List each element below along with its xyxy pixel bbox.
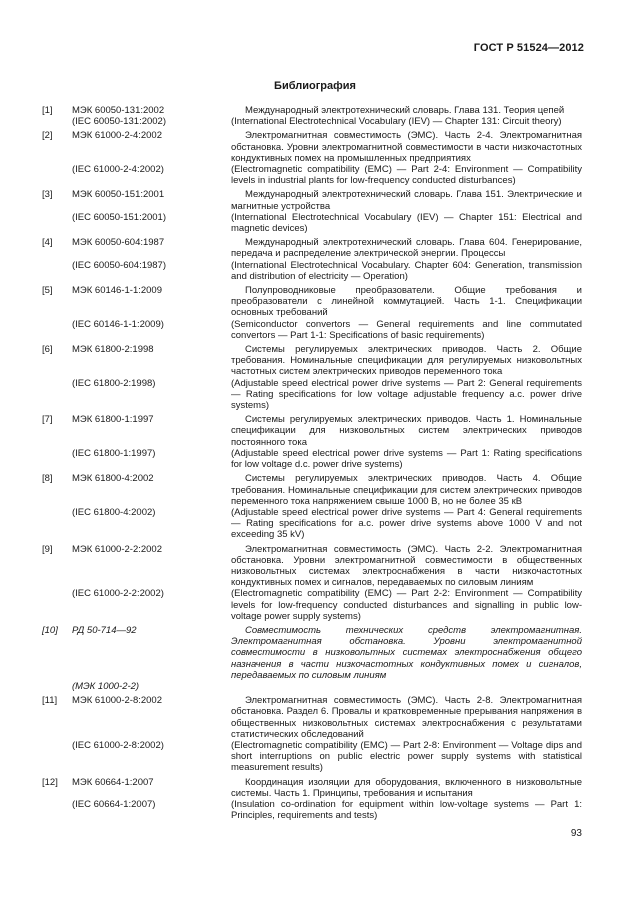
bibliography-entry	[42, 105, 582, 116]
bibliography-entry	[42, 344, 582, 378]
entry-number: [1]	[42, 105, 53, 116]
entry-number: [12]	[42, 776, 58, 788]
entry-standard-code: МЭК 61000-2-8:2002	[72, 695, 162, 707]
entry-title: Международный электротехнический словарь. Глава 604. Генерирование, передача и распределение электрической энергии. Процессы	[231, 237, 582, 260]
entry-title	[231, 681, 582, 692]
standard-code-header: ГОСТ Р 51524—2012	[473, 42, 584, 54]
entry-number: [9]	[42, 543, 53, 555]
entry-number	[42, 681, 72, 692]
entry-title: (Semiconductor convertors — General requirements and line commutated convertors — Part 1-1: Specifications of basic requirements)	[231, 318, 582, 341]
entry-title: (Electromagnetic compatibility (EMC) — Part 2-2: Environment — Compatibility levels for low-frequency conducted disturbances and signalling in public low-voltage power supply systems)	[231, 588, 582, 622]
entry-title: (International Electrotechnical Vocabulary. Chapter 604: Generation, transmission and distribution of electricity — Operation)	[231, 259, 582, 282]
entry-number	[42, 116, 72, 127]
entry-title: (Electromagnetic compatibility (EMC) — Part 2-4: Environment — Compatibility levels in industrial plants for low-frequency conducted disturbances)	[231, 164, 582, 187]
page-number: 93	[570, 828, 582, 839]
bibliography-entry	[42, 319, 582, 341]
bibliography-entry	[42, 378, 582, 412]
entry-standard-code: МЭК 60050-151:2001	[72, 189, 165, 201]
entry-title: Электромагнитная совместимость (ЭМС). Часть 2-2. Электромагнитная обстановка. Уровни электромагнитной совместимости в общественных низковольтных системах электроснабжения в части низкочастотных кондуктивных помех и сигналов, передаваемых по силовым линиям	[231, 543, 582, 589]
entry-title: Координация изоляции для оборудования, включенного в низковольтные системы. Часть 1. Принципы, требования и испытания	[231, 776, 582, 799]
entry-number	[42, 319, 72, 341]
entry-standard-code: МЭК 61800-4:2002	[72, 473, 154, 485]
entry-number	[42, 212, 72, 234]
entry-title: Системы регулируемых электрических приводов. Часть 1. Номинальные спецификации для низковольтных систем электрических приводов постоянного тока	[231, 414, 582, 448]
bibliography-entry	[42, 285, 582, 319]
entry-number	[42, 164, 72, 186]
entry-standard-code: (IEC 61000-2-4:2002)	[72, 164, 164, 176]
entry-title: (Insulation co-ordination for equipment within low-voltage systems — Part 1: Principles, requirements and tests)	[231, 798, 582, 822]
entry-standard-code: МЭК 60664-1:2007	[72, 776, 154, 788]
bibliography-entry	[42, 189, 582, 211]
entry-number	[42, 588, 72, 622]
entry-standard-code: (IEC 61800-4:2002)	[72, 506, 156, 518]
entry-standard-code: (IEC 60664-1:2007)	[72, 798, 156, 810]
entry-number	[42, 378, 72, 412]
entry-standard-code: (МЭК 1000-2-2)	[72, 680, 140, 692]
entry-standard-code: МЭК 60050-604:1987	[72, 237, 165, 249]
entry-standard-code: МЭК 60050-131:2002	[72, 105, 165, 116]
entry-number: [7]	[42, 414, 53, 426]
entry-number	[42, 740, 72, 774]
entry-title: Системы регулируемых электрических приводов. Часть 4. Общие требования. Номинальные спецификации для систем электрических приводов переменного тока напряжением свыше 1000 В, но не более 35 кВ	[231, 473, 582, 507]
entry-standard-code: МЭК 60146-1-1:2009	[72, 285, 162, 297]
entry-standard-code: МЭК 61000-2-4:2002	[72, 130, 162, 142]
entry-number	[42, 799, 72, 821]
bibliography-entry	[42, 414, 582, 448]
entry-title: (Adjustable speed electrical power drive systems — Part 1: Rating specifications for low voltage d.c. power drive systems)	[231, 447, 582, 471]
entry-title: (Adjustable speed electrical power drive systems — Part 2: General requirements — Rating specifications for low voltage adjustable frequency a.c. power drive systems)	[231, 377, 582, 412]
bibliography-entry	[42, 260, 582, 282]
entry-standard-code: (IEC 60050-131:2002)	[72, 116, 167, 128]
entry-number: [6]	[42, 344, 53, 356]
bibliography-entry	[42, 544, 582, 589]
bibliography-entry	[42, 588, 582, 622]
bibliography-entry	[42, 799, 582, 821]
entry-title: (Adjustable speed electrical power drive systems — Part 4: General requirements — Rating specifications for a.c. power drive systems above 1000 V and not exceeding 35 kV)	[231, 506, 582, 541]
bibliography-entry	[42, 237, 582, 259]
entry-number: [4]	[42, 237, 53, 249]
entry-number: [5]	[42, 285, 53, 297]
bibliography-entry	[42, 681, 582, 692]
bibliography-entry	[42, 740, 582, 774]
bibliography-entry	[42, 212, 582, 234]
entry-standard-code: (IEC 61800-2:1998)	[72, 377, 156, 389]
bibliography-entry	[42, 695, 582, 740]
entry-title: (Electromagnetic compatibility (EMC) — Part 2-8: Environment — Voltage dips and short interruptions on public electric power supply systems with statistical measurement results)	[231, 739, 582, 774]
entry-title: Международный электротехнический словарь. Глава 131. Теория цепей	[245, 105, 565, 116]
bibliography-entry	[42, 116, 582, 127]
entry-title: Международный электротехнический словарь. Глава 151. Электрические и магнитные устройства	[231, 189, 582, 212]
entry-number	[42, 507, 72, 541]
entry-title: (International Electrotechnical Vocabulary (IEV) — Chapter 131: Circuit theory)	[231, 116, 562, 128]
entry-title: Системы регулируемых электрических приводов. Часть 2. Общие требования. Номинальные спецификации для регулируемых низковольтных частотных систем электрических приводов переменного тока	[231, 344, 582, 378]
bibliography-entry	[42, 473, 582, 507]
entry-number	[42, 260, 72, 282]
entry-standard-code: МЭК 61000-2-2:2002	[72, 543, 162, 555]
entry-standard-code: (IEC 60050-604:1987)	[72, 259, 167, 271]
entry-number	[42, 448, 72, 470]
entry-standard-code: РД 50-714—92	[72, 624, 137, 636]
entry-number: [10]	[42, 624, 58, 636]
bibliography-entry	[42, 164, 582, 186]
entry-number: [2]	[42, 130, 53, 142]
entry-standard-code: МЭК 61800-2:1998	[72, 344, 154, 356]
bibliography-list	[42, 105, 582, 821]
entry-standard-code: МЭК 61800-1:1997	[72, 414, 154, 426]
entry-standard-code: (IEC 60050-151:2001)	[72, 211, 167, 223]
bibliography-entry	[42, 625, 582, 681]
entry-number: [3]	[42, 189, 53, 201]
bibliography-entry	[42, 507, 582, 541]
entry-number: [11]	[42, 695, 58, 707]
entry-title: Совместимость технических средств электромагнитная. Электромагнитная обстановка. Уровни электромагнитной совместимости в низковольтных системах электроснабжения общего назначения в части низкочастотных кондуктивных помех и сигналов, передаваемых по силовым линиям	[231, 624, 582, 681]
bibliography-entry	[42, 777, 582, 799]
entry-standard-code: (IEC 61000-2-8:2002)	[72, 739, 164, 751]
entry-title: (International Electrotechnical Vocabulary (IEV) — Chapter 151: Electrical and magnetic devices)	[231, 211, 582, 235]
entry-number: [8]	[42, 473, 53, 485]
entry-title: Электромагнитная совместимость (ЭМС). Часть 2-8. Электромагнитная обстановка. Раздел 6. Провалы и кратковременные прерывания напряжения в общественных низковольтных системах электроснабжения с результатами статистических обследований	[231, 695, 582, 740]
entry-standard-code: (IEC 60146-1-1:2009)	[72, 318, 164, 330]
entry-title: Электромагнитная совместимость (ЭМС). Часть 2-4. Электромагнитная обстановка. Уровни электромагнитной совместимости в части низкочастотных кондуктивных помех на промышленных предприятиях	[231, 130, 582, 164]
bibliography-entry	[42, 448, 582, 470]
entry-standard-code: (IEC 61800-1:1997)	[72, 447, 156, 459]
entry-standard-code: (IEC 61000-2-2:2002)	[72, 588, 164, 600]
page-title: Библиография	[274, 80, 356, 92]
entry-title: Полупроводниковые преобразователи. Общие требования и преобразователи с линейной коммутацией. Часть 1-1. Спецификации основных требований	[231, 285, 582, 319]
bibliography-entry	[42, 130, 582, 164]
